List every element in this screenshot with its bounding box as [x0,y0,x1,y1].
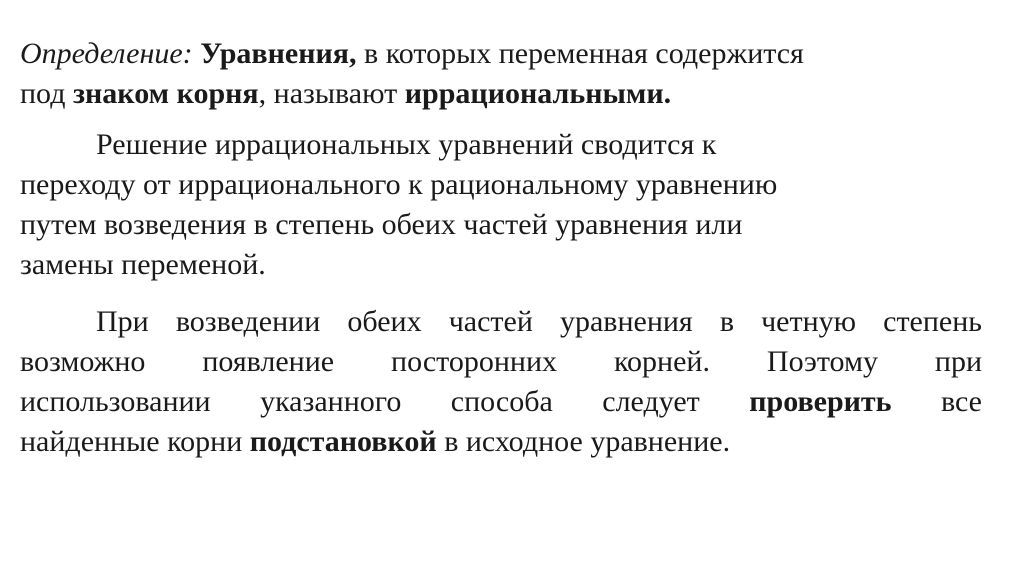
warning-word: уравнения [559,305,693,338]
warning-word: способа [450,385,553,418]
warning-word: При [96,305,149,338]
warning-line-2 [20,342,982,382]
definition-paragraph [20,34,982,114]
solution-line-2: переходу от иррационального к рациональному уравнению [20,168,778,201]
warning-substitution: подстановкой [249,425,437,458]
warning-word: обеих [347,305,422,338]
definition-line-2 [20,74,982,114]
warning-line-1 [20,302,982,342]
definition-name: иррациональными. [404,77,672,110]
warning-word: при [934,345,982,378]
solution-line-1: Решение иррациональных уравнений сводится к [96,128,717,161]
definition-line-1-rest: в которых переменная содержится [364,37,804,70]
definition-term: Уравнения, [200,37,357,70]
solution-line-4: замены переменой. [20,248,266,281]
warning-line-3 [20,382,982,422]
warning-word: частей [448,305,533,338]
warning-word: использовании [20,385,211,418]
warning-verify: проверить [749,385,892,418]
warning-word: посторонних [391,345,558,378]
warning-word: степень [883,305,982,338]
warning-word: корней. [613,345,710,378]
warning-line-4-pre: найденные корни [20,425,243,458]
definition-line-2-mid: , называют [258,77,398,110]
definition-sign: знаком корня [72,77,259,110]
warning-word: в [719,305,734,338]
solution-line-3: путем возведения в степень обеих частей уравнения или [20,208,743,241]
warning-paragraph [20,302,982,462]
definition-label: Определение: [20,37,193,70]
definition-line-1 [20,34,982,74]
warning-word: Поэтому [766,345,878,378]
warning-word: четную [761,305,857,338]
warning-line-4-post: в исходное уравнение. [444,425,731,458]
definition-line-2-pre: под [20,77,66,110]
warning-word: указанного [260,385,402,418]
warning-word: возведении [175,305,321,338]
warning-word: следует [602,385,700,418]
solution-paragraph [20,125,982,285]
warning-word: возможно [20,345,146,378]
warning-word: появление [202,345,335,378]
warning-word: все [940,385,982,418]
warning-line-4 [20,422,982,462]
